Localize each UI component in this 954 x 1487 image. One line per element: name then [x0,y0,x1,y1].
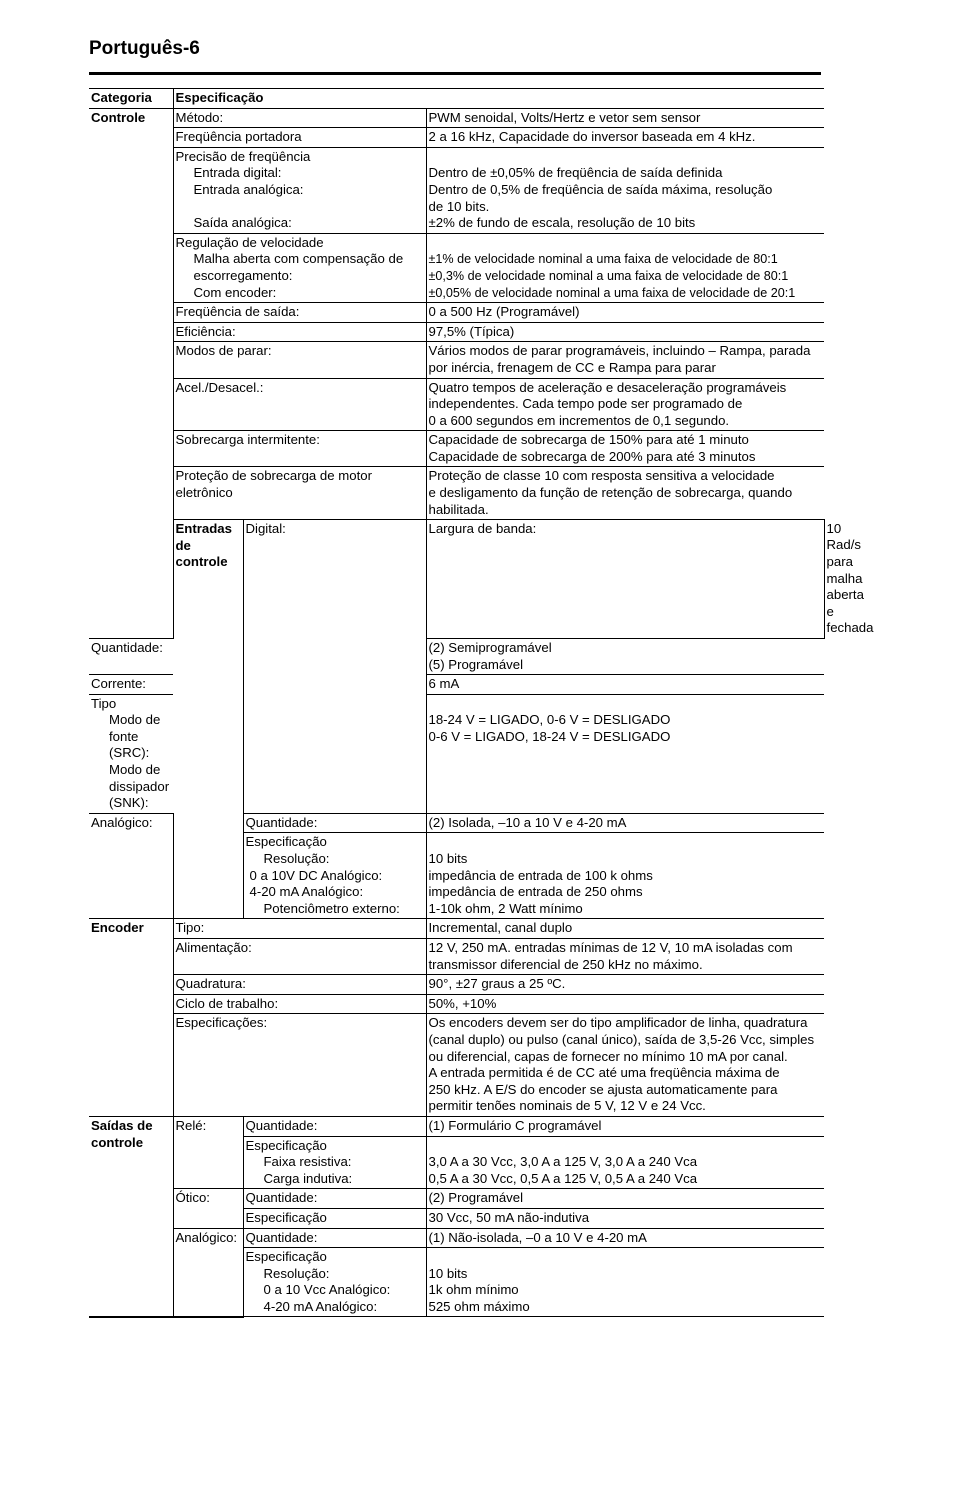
category-saidas [89,1116,173,1317]
text-line: Resolução: [263,1265,330,1281]
text-line: Capacidade de sobrecarga de 150% para até 1 minuto [428,432,749,448]
spec-label: Largura de banda: [426,520,824,639]
page-title: Português-6 [89,38,200,59]
subcategory-rele: Relé: [173,1116,243,1188]
table-row [89,1228,824,1248]
text-line: 10 bits [428,851,468,867]
spec-value [426,378,824,431]
spec-label: Quantidade: [243,1116,426,1136]
text-line: e desligamento da função de retenção de sobrecarga, quando [428,485,793,501]
text-line: 18-24 V = LIGADO, 0-6 V = DESLIGADO [428,712,671,728]
text-line: 0 a 600 segundos em incrementos de 0,1 segundo. [428,412,730,428]
spec-label: Freqüência portadora [173,128,426,148]
text-line: (2) Semiprogramável [428,639,552,655]
spec-value [426,1248,824,1317]
text-line: 4-20 mA Analógico: [263,1298,378,1314]
text-line: Modo de dissipador (SNK): [109,762,170,811]
text-line: habilitada. [428,501,489,517]
spec-value: (1) Não-isolada, –0 a 10 V e 4-20 mA [426,1228,824,1248]
table-row [89,975,824,995]
blank-line [429,834,823,851]
text-line: 3,0 A a 30 Vcc, 3,0 A a 125 V, 3,0 A a 240 Vca [428,1154,698,1170]
text-line: controle [91,1134,144,1150]
text-line: 10 bits [428,1265,468,1281]
text-line: Vários modos de parar programáveis, incluindo – Rampa, parada [428,343,811,359]
text-line: 525 ohm máximo [428,1298,530,1314]
text-line: 4-20 mA Analógico: [249,884,364,900]
table-row [89,1014,824,1117]
header-category: Categoria [89,89,173,109]
text-line: 0-6 V = LIGADO, 18-24 V = DESLIGADO [428,728,671,744]
blank-line [429,696,823,713]
spec-label: Acel./Desacel.: [173,378,426,431]
spec-label [173,233,426,302]
spec-value [426,939,824,975]
table-row [89,1189,824,1209]
spec-label: Modos de parar: [173,342,426,378]
spec-label: Quantidade: [243,813,426,833]
text-line: impedância de entrada de 100 k ohms [428,867,653,883]
table-row [89,431,824,467]
spec-label: Método: [173,108,426,128]
text-line: Faixa resistiva: [263,1154,352,1170]
subcategory-analogico: Analógico: [89,813,173,919]
category-encoder: Encoder [89,919,173,1117]
text-line: (5) Programável [428,656,524,672]
text-line: 250 kHz. A E/S do encoder se ajusta automaticamente para [428,1081,778,1097]
spec-label: Quantidade: [243,1228,426,1248]
text-line: A entrada permitida é de CC até uma freqüência máxima de [428,1065,780,1081]
spec-value: 6 mA [426,675,824,695]
text-line: Com encoder: [193,284,277,300]
text-line: 12 V, 250 mA. entradas mínimas de 12 V, 10 mA isoladas com [428,940,793,955]
spec-value [426,638,824,674]
table-row [89,322,824,342]
spec-value: 97,5% (Típica) [426,322,824,342]
spec-label: Quantidade: [89,638,173,674]
spec-value [426,1014,824,1117]
text-line: Quatro tempos de aceleração e desaceleração programáveis [428,379,787,395]
spec-label: Corrente: [89,675,173,695]
text-line: Entrada digital: [193,165,282,181]
spec-value: 0 a 500 Hz (Programável) [426,303,824,323]
table-row [89,342,824,378]
blank-line [176,199,424,216]
text-line: Modo de fonte (SRC): [109,712,161,761]
spec-value [426,431,824,467]
text-line: Dentro de ±0,05% de freqüência de saída definida [428,165,723,181]
blank-line [429,1138,823,1155]
spec-label: Ciclo de trabalho: [173,994,426,1014]
text-line: (canal duplo) ou pulso (canal único), saída de 3,5-26 Vcc, simples [428,1031,815,1047]
text-line: transmissor diferencial de 250 kHz no máximo. [428,956,703,972]
text-line: Potenciômetro externo: [263,900,400,916]
text-line: Proteção de classe 10 com resposta sensitiva a velocidade [428,468,775,484]
spec-label [243,1248,426,1317]
subcategory-analogico-saida: Analógico: [173,1228,243,1317]
text-line: Regulação de velocidade [175,234,324,250]
text-line: Tipo [91,695,117,711]
spec-value [426,233,824,302]
table-row [89,919,824,939]
text-line: 1-10k ohm, 2 Watt mínimo [428,900,583,916]
text-line: Especificação [245,1249,327,1265]
text-line: 0 a 10 Vcc Analógico: [263,1282,391,1298]
text-line: Saída analógica: [193,215,292,231]
spec-label [173,467,426,520]
text-line: 0 a 10V DC Analógico: [249,867,383,883]
text-line: ±0,05% de velocidade nominal a uma faixa de velocidade de 20:1 [428,285,796,300]
text-line: 1k ohm mínimo [428,1282,519,1298]
text-line: Entradas de [175,521,232,553]
spec-label: Sobrecarga intermitente: [173,431,426,467]
text-line: Os encoders devem ser do tipo amplificador de linha, quadratura [428,1015,808,1031]
spec-label: Eficiência: [173,322,426,342]
table-row [89,147,824,233]
blank-line [429,149,823,166]
header-specification: Especificação [173,89,824,109]
table-row [89,303,824,323]
table-row [89,108,824,128]
text-line: de 10 bits. [428,198,490,214]
text-line: controle [175,554,228,570]
blank-line [429,1249,823,1266]
table-row: Entradas de controle Digital: Largura de banda: 10 Rad/s para malha aberta e fechada [89,520,824,639]
spec-value: 50%, +10% [426,994,824,1014]
text-line: Capacidade de sobrecarga de 200% para até 3 minutos [428,448,756,464]
spec-value: (2) Isolada, –10 a 10 V e 4-20 mA [426,813,824,833]
text-line: Especificação [245,1137,327,1153]
text-line: impedância de entrada de 250 ohms [428,884,643,900]
spec-value: (2) Programável [426,1189,824,1209]
spec-value [426,147,824,233]
text-line: Proteção de sobrecarga de motor [175,468,372,484]
spec-value: 2 a 16 kHz, Capacidade do inversor baseada em 4 kHz. [426,128,824,148]
spec-label [173,147,426,233]
spec-value [426,694,824,813]
spec-label: Especificações: [173,1014,426,1117]
text-line: independentes. Cada tempo pode ser programado de [428,396,743,412]
spec-value [426,342,824,378]
spec-label: Tipo: [173,919,426,939]
table-row [89,128,824,148]
text-line: ±2% de fundo de escala, resolução de 10 bits [428,215,696,231]
spec-value [426,833,824,919]
table-row [89,1116,824,1136]
text-line: Malha aberta com compensação de [193,251,404,267]
text-line: ou diferencial, capas de fornecer no mínimo 10 mA por canal. [428,1048,788,1064]
spec-value [426,467,824,520]
table-row [89,378,824,431]
spec-label: Quadratura: [173,975,426,995]
text-line: Precisão de freqüência [175,148,311,164]
text-line: Dentro de 0,5% de freqüência de saída máxima, resolução [428,181,773,197]
spec-value: (1) Formulário C programável [426,1116,824,1136]
category-controle: Controle [89,108,173,638]
table-header-row [89,89,824,109]
text-line: Resolução: [263,851,330,867]
text-line: ±0,3% de velocidade nominal a uma faixa de velocidade de 80:1 [428,268,789,283]
spec-label: Especificação [243,1208,426,1228]
text-line: ±1% de velocidade nominal a uma faixa de velocidade de 80:1 [428,252,778,267]
spec-label [89,694,173,813]
text-line: Especificação [245,834,327,850]
spec-label [243,1136,426,1189]
spec-label: Alimentação: [173,939,426,975]
spec-label: Quantidade: [243,1189,426,1209]
text-line: escorregamento: [193,267,293,283]
text-line: eletrônico [175,485,233,501]
blank-line [429,235,823,252]
category-entradas [173,520,243,919]
text-line: permitir tenões nominais de 5 V, 12 V e 24 Vcc. [428,1098,706,1114]
subcategory-digital: Digital: [243,520,426,814]
spec-value: 90°, ±27 graus a 25 ºC. [426,975,824,995]
spec-label: Freqüência de saída: [173,303,426,323]
text-line: Saídas de [91,1117,153,1133]
text-line: Entrada analógica: [193,181,304,197]
text-line: Carga indutiva: [263,1170,353,1186]
text-line: por inércia, frenagem de CC e Rampa para parar [428,359,716,375]
spec-value: 30 Vcc, 50 mA não-indutiva [426,1208,824,1228]
table-row [89,233,824,302]
top-rule [89,72,821,75]
spec-label [243,833,426,919]
spec-value [426,1136,824,1189]
spec-value: Incremental, canal duplo [426,919,824,939]
specification-table [89,88,874,1318]
table-row [89,994,824,1014]
subcategory-otico: Ótico: [173,1189,243,1228]
text-line: 0,5 A a 30 Vcc, 0,5 A a 125 V, 0,5 A a 240 Vca [428,1170,698,1186]
table-row [89,467,824,520]
spec-value: PWM senoidal, Volts/Hertz e vetor sem sensor [426,108,824,128]
table-row [89,939,824,975]
